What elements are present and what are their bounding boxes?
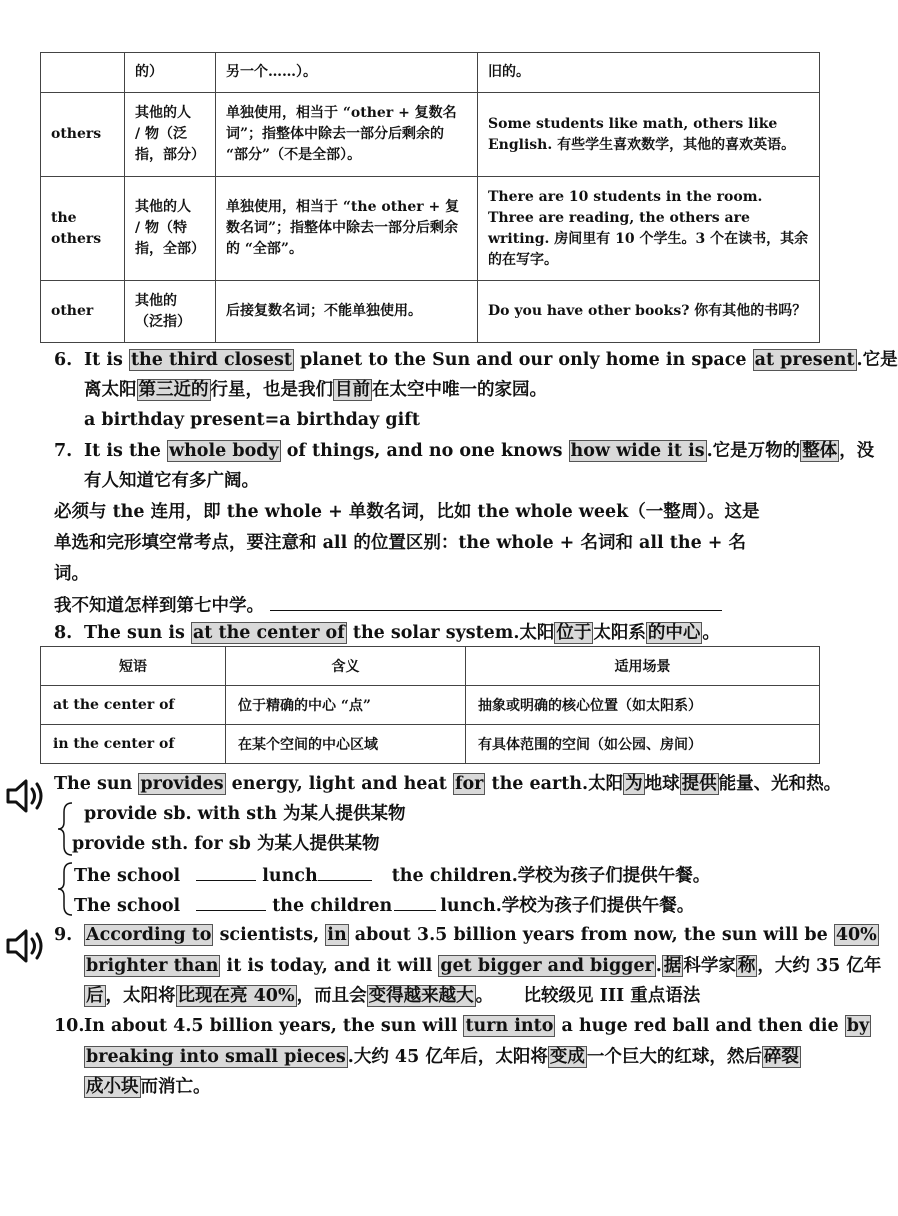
table-cell: 旧的。 bbox=[478, 53, 820, 93]
item-10-line-2 bbox=[84, 1046, 801, 1068]
table-header-row bbox=[41, 647, 820, 686]
text: 。 bbox=[702, 623, 720, 643]
text: energy, light and heat bbox=[225, 774, 453, 794]
text: .它是 bbox=[856, 350, 898, 370]
table-cell: 单独使用，相当于 “other + 复数名词”；指整体中除去一部分后剩余的 “部分”（不是全部）。 bbox=[216, 93, 478, 177]
text: a huge red ball and then die bbox=[555, 1016, 845, 1036]
text: The sun bbox=[54, 774, 139, 794]
text: the children bbox=[272, 896, 393, 916]
answer-blank[interactable] bbox=[318, 864, 372, 881]
table-cell: the others bbox=[41, 177, 125, 281]
table-cell: 其他的人 / 物（泛 指，部分） bbox=[125, 93, 216, 177]
text: .大约 45 亿年后，太阳将 bbox=[347, 1047, 548, 1067]
rule-line: provide sth. for sb 为某人提供某物 bbox=[72, 834, 380, 854]
explanation-line: 词。 bbox=[54, 564, 89, 584]
highlight: 成小块 bbox=[86, 1077, 139, 1097]
highlight: the third closest bbox=[130, 350, 292, 370]
table-cell: 其他的人 / 物（特 指，全部） bbox=[125, 177, 216, 281]
item-6-line-2 bbox=[84, 379, 547, 401]
text: of things, and no one knows bbox=[280, 441, 569, 461]
table-cell: others bbox=[41, 93, 125, 177]
column-header: 短语 bbox=[41, 647, 226, 686]
text: 离太阳 bbox=[84, 380, 137, 400]
fill-in-exercise bbox=[74, 894, 694, 917]
text: 行星，也是我们 bbox=[210, 380, 333, 400]
item-8-line bbox=[54, 622, 720, 644]
highlight: 第三近的 bbox=[138, 380, 209, 400]
item-7-line-2: 有人知道它有多广阔。 bbox=[84, 471, 259, 491]
column-header: 含义 bbox=[226, 647, 466, 686]
explanation-line: 单选和完形填空常考点，要注意和 all 的位置区别：the whole + 名词和 all the + 名 bbox=[54, 533, 747, 553]
highlight: for bbox=[454, 774, 484, 794]
table-cell bbox=[41, 53, 125, 93]
speaker-icon[interactable] bbox=[4, 926, 46, 966]
table-cell: 有具体范围的空间（如公园、房间） bbox=[466, 725, 820, 764]
highlight: at present bbox=[754, 350, 855, 370]
highlight: provides bbox=[140, 774, 224, 794]
item-9-line-1 bbox=[54, 924, 879, 946]
center-of-comparison-table bbox=[40, 646, 820, 764]
answer-blank[interactable] bbox=[394, 894, 436, 911]
highlight: at the center of bbox=[192, 623, 345, 643]
highlight: how wide it is bbox=[570, 441, 705, 461]
text: the earth.太阳 bbox=[485, 774, 624, 794]
table-row bbox=[41, 53, 820, 93]
answer-blank[interactable] bbox=[270, 594, 722, 611]
item-10-line-1 bbox=[54, 1015, 871, 1037]
table-cell: 另一个……）。 bbox=[216, 53, 478, 93]
highlight: whole body bbox=[169, 441, 279, 461]
text: lunch bbox=[262, 866, 318, 886]
fill-in-exercise bbox=[74, 864, 710, 887]
text: 能量、光和热。 bbox=[718, 774, 842, 794]
text: It is bbox=[84, 350, 129, 370]
highlight: 比现在亮 40% bbox=[177, 986, 295, 1006]
table-cell: 位于精确的中心 “点” bbox=[226, 686, 466, 725]
highlight: 整体 bbox=[802, 441, 838, 461]
table-cell: Do you have other books? 你有其他的书吗？ bbox=[478, 281, 820, 343]
text: 而消亡。 bbox=[140, 1077, 211, 1097]
text: 科学家 bbox=[683, 956, 736, 976]
text: lunch.学校为孩子们提供午餐。 bbox=[440, 896, 695, 916]
table-row bbox=[41, 686, 820, 725]
item-10-line-3 bbox=[84, 1076, 211, 1098]
table-cell: 单独使用，相当于 “the other + 复数名词”；指整体中除去一部分后剩余的 “全部”。 bbox=[216, 177, 478, 281]
table-cell: other bbox=[41, 281, 125, 343]
text: The school bbox=[74, 866, 181, 886]
text: 。 比较级见 III 重点语法 bbox=[475, 986, 701, 1006]
text: the children.学校为孩子们提供午餐。 bbox=[391, 866, 711, 886]
table-row bbox=[41, 281, 820, 343]
table-row bbox=[41, 93, 820, 177]
highlight: get bigger and bigger bbox=[440, 956, 654, 976]
highlight: 位于 bbox=[556, 623, 592, 643]
text: ，大约 35 亿年 bbox=[757, 956, 882, 976]
explanation-line: 必须与 the 连用，即 the whole + 单数名词，比如 the whole week（一整周）。这是 bbox=[54, 502, 760, 522]
item-number: 6. bbox=[54, 350, 73, 370]
highlight: 提供 bbox=[681, 774, 717, 794]
table-cell: at the center of bbox=[41, 686, 226, 725]
highlight: breaking into small pieces bbox=[86, 1047, 346, 1067]
text: . bbox=[655, 956, 662, 976]
table-cell: 后接复数名词；不能单独使用。 bbox=[216, 281, 478, 343]
item-6-line-1 bbox=[54, 349, 898, 371]
column-header: 适用场景 bbox=[466, 647, 820, 686]
text: the solar system.太阳 bbox=[346, 623, 555, 643]
item-number: 8. bbox=[54, 623, 73, 643]
table-cell: 其他的 （泛指） bbox=[125, 281, 216, 343]
table-cell: 的） bbox=[125, 53, 216, 93]
item-6-note: a birthday present=a birthday gift bbox=[84, 410, 420, 430]
item-number: 7. bbox=[54, 441, 73, 461]
text: It is the bbox=[84, 441, 167, 461]
translation-exercise bbox=[54, 594, 722, 617]
highlight: 碎裂 bbox=[763, 1047, 799, 1067]
table-row bbox=[41, 725, 820, 764]
highlight: in bbox=[327, 925, 347, 945]
table-cell: 在某个空间的中心区域 bbox=[226, 725, 466, 764]
highlight: 目前 bbox=[335, 380, 370, 400]
other-comparison-table bbox=[40, 52, 820, 343]
brace-icon bbox=[56, 860, 74, 918]
highlight: 变得越来越大 bbox=[368, 986, 474, 1006]
text: The sun is bbox=[84, 623, 191, 643]
item-number: 10. bbox=[54, 1016, 85, 1036]
highlight: turn into bbox=[465, 1016, 554, 1036]
rule-line: provide sb. with sth 为某人提供某物 bbox=[84, 804, 406, 824]
highlight: 40% bbox=[835, 925, 877, 945]
text: it is today, and it will bbox=[220, 956, 439, 976]
answer-blank[interactable] bbox=[196, 894, 266, 911]
highlight: 后 bbox=[86, 986, 104, 1006]
text: ，没 bbox=[839, 441, 875, 461]
table-cell: in the center of bbox=[41, 725, 226, 764]
highlight: 的中心 bbox=[647, 623, 701, 643]
item-7-line-1 bbox=[54, 440, 874, 462]
exercise-prompt: 我不知道怎样到第七中学。 bbox=[54, 596, 264, 616]
highlight: 据 bbox=[663, 956, 682, 976]
highlight: by bbox=[846, 1016, 870, 1036]
text: planet to the Sun and our only home in space bbox=[293, 350, 753, 370]
highlight: 为 bbox=[625, 774, 643, 794]
provide-sentence bbox=[54, 773, 841, 795]
table-cell: There are 10 students in the room. Three are reading, the others are writing. 房间里有 10 个学生。3 个在读书，其余的在写字。 bbox=[478, 177, 820, 281]
text: ，而且会 bbox=[296, 986, 367, 1006]
text: 地球 bbox=[644, 774, 680, 794]
text: 一个巨大的红球，然后 bbox=[586, 1047, 762, 1067]
highlight: According to bbox=[86, 925, 212, 945]
text: 太阳系 bbox=[593, 623, 646, 643]
highlight: brighter than bbox=[86, 956, 219, 976]
table-cell: Some students like math, others like English. 有些学生喜欢数学，其他的喜欢英语。 bbox=[478, 93, 820, 177]
item-9-line-2 bbox=[84, 955, 881, 977]
text: .它是万物的 bbox=[706, 441, 801, 461]
text: 在太空中唯一的家园。 bbox=[372, 380, 547, 400]
text: ，太阳将 bbox=[105, 986, 176, 1006]
highlight: 变成 bbox=[549, 1047, 585, 1067]
speaker-icon[interactable] bbox=[4, 776, 46, 816]
highlight: 称 bbox=[737, 956, 756, 976]
text: In about 4.5 billion years, the sun will bbox=[84, 1016, 464, 1036]
text: scientists, bbox=[213, 925, 326, 945]
table-cell: 抽象或明确的核心位置（如太阳系） bbox=[466, 686, 820, 725]
table-row bbox=[41, 177, 820, 281]
text: The school bbox=[74, 896, 181, 916]
item-9-line-3 bbox=[84, 985, 700, 1007]
text: about 3.5 billion years from now, the sun will be bbox=[348, 925, 834, 945]
answer-blank[interactable] bbox=[196, 864, 256, 881]
item-number: 9. bbox=[54, 925, 73, 945]
